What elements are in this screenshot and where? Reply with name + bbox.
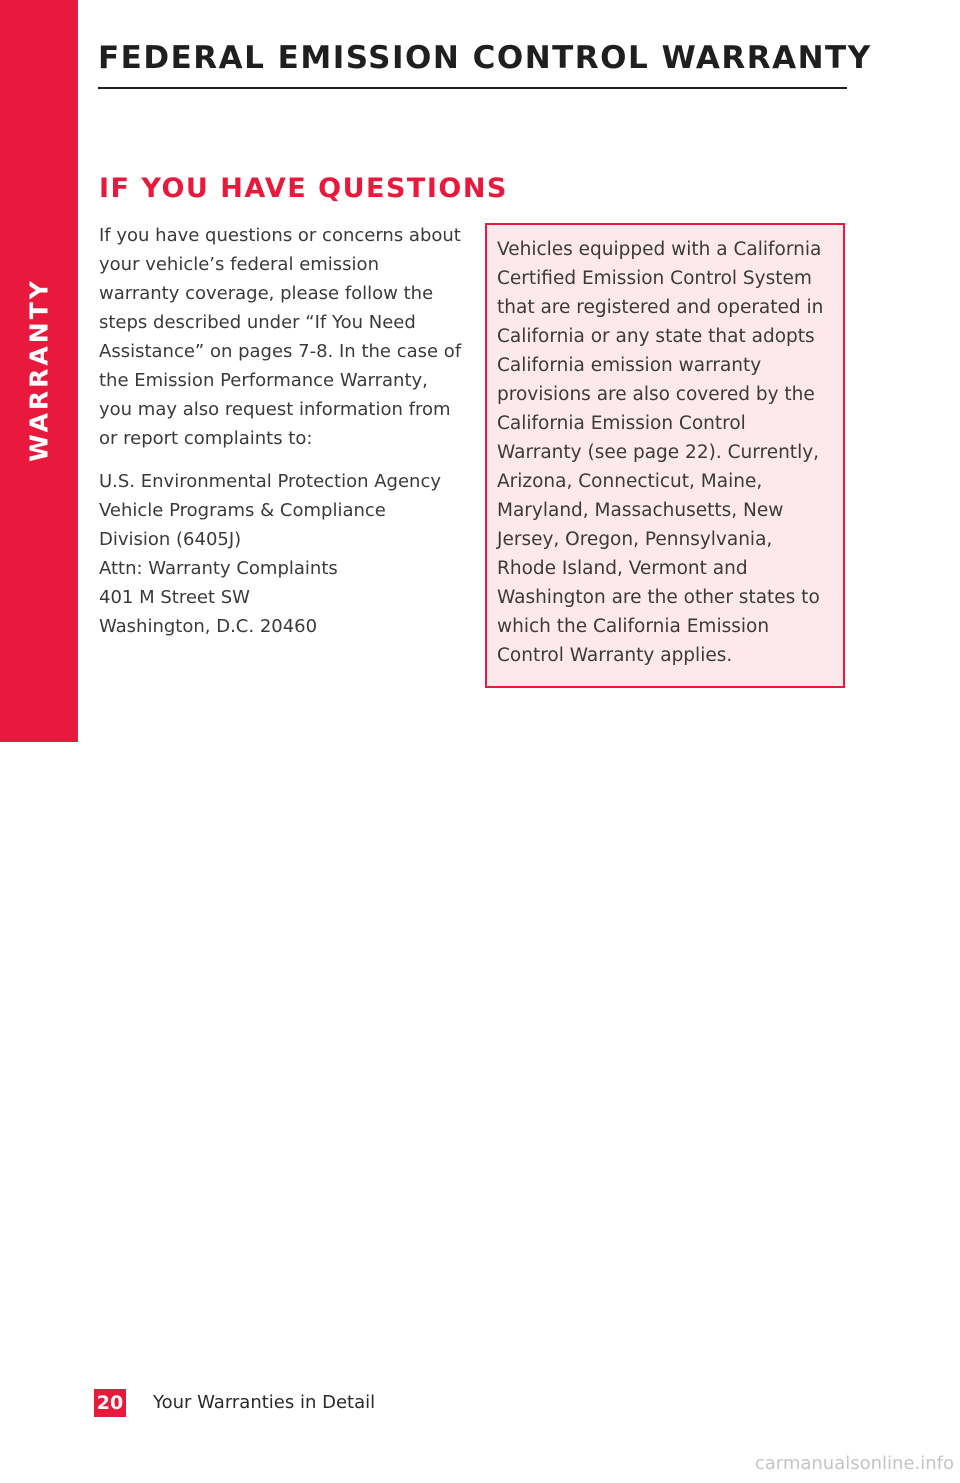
address-line: Attn: Warranty Complaints <box>99 558 338 579</box>
footer-section-label: Your Warranties in Detail <box>153 1392 376 1413</box>
section-heading: IF YOU HAVE QUESTIONS <box>99 173 508 204</box>
callout-text: Vehicles equipped with a California Certified Emission Control System that are registered and operated in California or any state that adopts California emission warranty provisions are also covered by the California Emission Control Warranty (see page 22). Currently, Arizona, Connecticut, Maine, Maryland, Massachusetts, New Jersey, Oregon, Pennsylvania, Rhode Island, Vermont and Washington are the other states to which the California Emission Control Warranty applies. <box>497 239 824 666</box>
questions-column <box>99 221 464 641</box>
sidebar-tab-label: WARRANTY <box>24 278 54 462</box>
page-number-badge: 20 <box>94 1389 126 1417</box>
address-line: Division (6405J) <box>99 529 242 550</box>
header-divider <box>98 87 847 89</box>
mailing-address <box>99 467 464 641</box>
california-warranty-callout <box>485 223 845 688</box>
intro-paragraph: If you have questions or concerns about your vehicle’s federal emission warranty coverage, please follow the steps described under “If You Need Assistance” on pages 7-8. In the case of the Emission Performance Warranty, you may also request information from or report complaints to: <box>99 225 462 449</box>
watermark: carmanualsonline.info <box>754 1453 954 1474</box>
address-line: 401 M Street SW <box>99 587 250 608</box>
address-line: Washington, D.C. 20460 <box>99 616 318 637</box>
sidebar-tab <box>0 0 78 742</box>
address-line: U.S. Environmental Protection Agency <box>99 471 442 492</box>
address-line: Vehicle Programs & Compliance <box>99 500 386 521</box>
page-title: FEDERAL EMISSION CONTROL WARRANTY <box>98 40 872 76</box>
